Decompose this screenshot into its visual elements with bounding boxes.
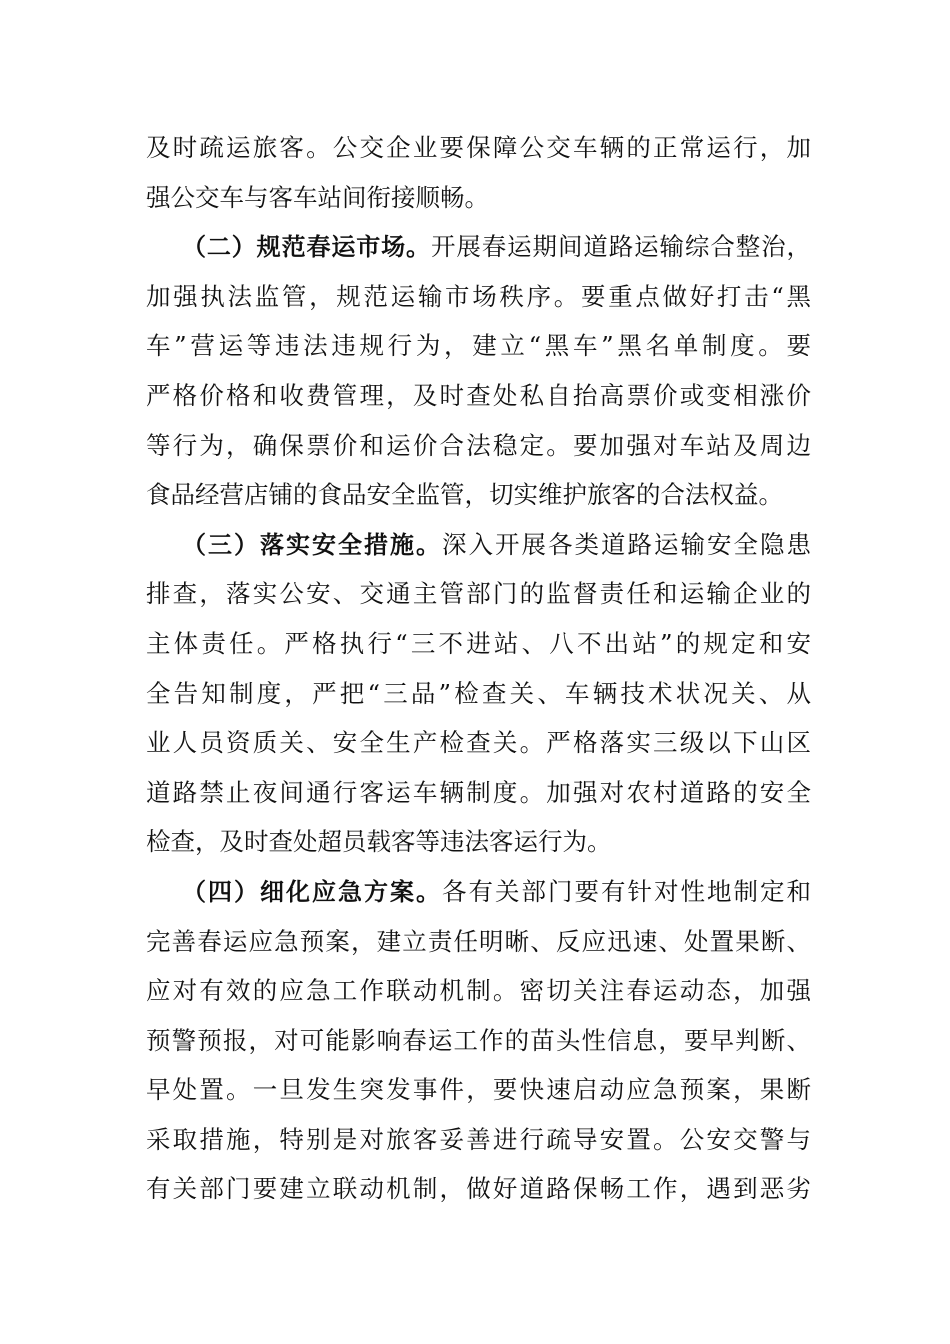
paragraph-continuation bbox=[146, 123, 811, 222]
text-line: 采取措施，特别是对旅客妥善进行疏导安置。公安交警与 bbox=[146, 1124, 811, 1154]
text-run: 深入开展各类道路运输安全隐患 bbox=[442, 529, 811, 559]
text-line: 排查，落实公安、交通主管部门的监督责任和运输企业的 bbox=[146, 579, 811, 609]
text-run: 开展春运期间道路运输综合整治， bbox=[430, 232, 812, 262]
paragraph-safety-measures bbox=[146, 520, 811, 867]
text-line: 全告知制度，严把“三品”检查关、车辆技术状况关、从 bbox=[146, 678, 811, 708]
text-line bbox=[146, 520, 811, 570]
section-heading: （三）落实安全措施。 bbox=[182, 530, 442, 559]
text-line: 等行为，确保票价和运价合法稳定。要加强对车站及周边 bbox=[146, 430, 811, 460]
text-line: 主体责任。严格执行“三不进站、八不出站”的规定和安 bbox=[146, 628, 811, 658]
text-run: 各有关部门要有针对性地制定和 bbox=[442, 876, 811, 906]
text-line: 早处置。一旦发生突发事件，要快速启动应急预案，果断 bbox=[146, 1075, 811, 1105]
text-line: 预警预报，对可能影响春运工作的苗头性信息，要早判断、 bbox=[146, 1025, 811, 1055]
text-line bbox=[146, 867, 811, 917]
text-line: 应对有效的应急工作联动机制。密切关注春运动态，加强 bbox=[146, 976, 811, 1006]
section-heading: （四）细化应急方案。 bbox=[182, 877, 442, 906]
document-body bbox=[146, 123, 811, 1214]
text-line: 强公交车与客车站间衔接顺畅。 bbox=[146, 182, 489, 212]
paragraph-emergency-plan bbox=[146, 867, 811, 1214]
paragraph-regulate-market bbox=[146, 222, 811, 520]
text-line: 加强执法监管，规范运输市场秩序。要重点做好打击“黑 bbox=[146, 281, 811, 311]
section-heading: （二）规范春运市场。 bbox=[182, 233, 431, 262]
text-line bbox=[146, 222, 811, 272]
text-line: 有关部门要建立联动机制，做好道路保畅工作，遇到恶劣 bbox=[146, 1174, 811, 1204]
text-line: 严格价格和收费管理，及时查处私自抬高票价或变相涨价 bbox=[146, 380, 811, 410]
text-line: 及时疏运旅客。公交企业要保障公交车辆的正常运行，加 bbox=[146, 133, 811, 162]
text-line: 食品经营店铺的食品安全监管，切实维护旅客的合法权益。 bbox=[146, 480, 783, 510]
text-line: 完善春运应急预案，建立责任明晰、反应迅速、处置果断、 bbox=[146, 926, 811, 956]
text-line: 道路禁止夜间通行客运车辆制度。加强对农村道路的安全 bbox=[146, 777, 811, 807]
text-line: 车”营运等违法违规行为，建立“黑车”黑名单制度。要 bbox=[146, 331, 811, 361]
text-line: 业人员资质关、安全生产检查关。严格落实三级以下山区 bbox=[146, 728, 811, 758]
text-line: 检查，及时查处超员载客等违法客运行为。 bbox=[146, 827, 612, 857]
